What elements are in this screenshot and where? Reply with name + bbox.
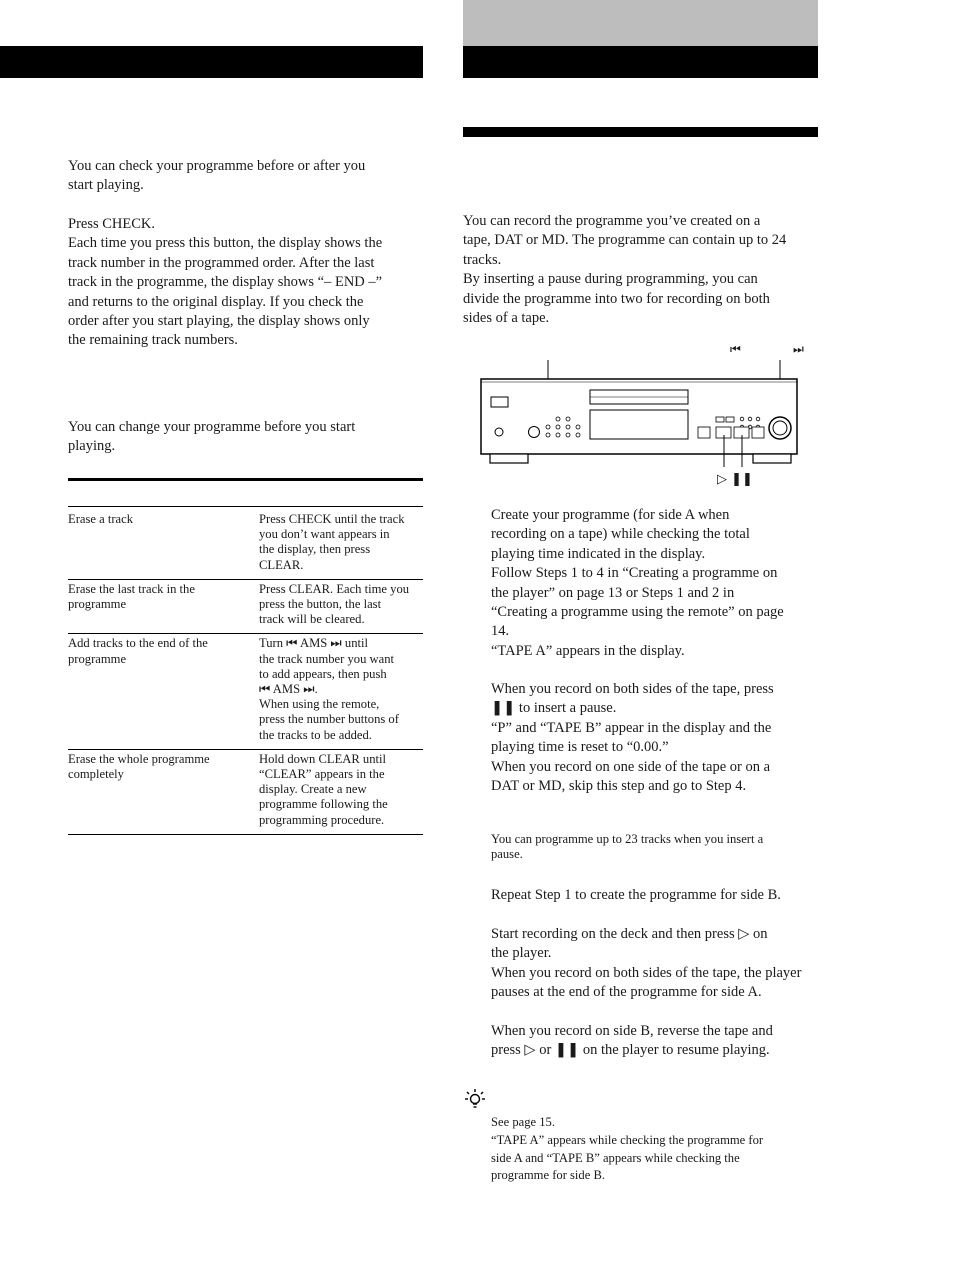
right-header-gray-tab — [463, 0, 818, 46]
text-line: programme for side B. — [491, 1168, 606, 1183]
step-2 — [491, 680, 774, 796]
table-row — [68, 634, 423, 749]
table-row — [68, 579, 423, 634]
text-line: playing time is reset to “0.00.” — [491, 739, 669, 756]
cell-line: programming procedure. — [259, 812, 385, 827]
table-cell-procedure — [259, 579, 423, 634]
text-line: Start recording on the deck and then press ▷ on — [491, 926, 768, 942]
text-line: DAT or MD, skip this step and go to Step 4. — [491, 778, 747, 795]
cd-player-diagram — [478, 355, 800, 467]
next-track-icon: ⏭ — [793, 342, 803, 356]
cell-line: track will be cleared. — [259, 612, 365, 627]
cell-line: press the number buttons of — [259, 712, 399, 727]
check-intro — [68, 157, 365, 196]
text-line: You can change your programme before you start — [68, 419, 356, 435]
text-line: You can check your programme before or after you — [68, 158, 366, 174]
text-line: playing time indicated in the display. — [491, 545, 706, 562]
cell-line: programme following the — [259, 797, 388, 812]
cell-line: When using the remote, — [259, 697, 380, 712]
cell-line: CLEAR. — [259, 557, 304, 572]
cell-line: Press CHECK until the track — [259, 512, 405, 526]
text-line: Create your programme (for side A when — [491, 507, 730, 523]
table-row — [68, 507, 423, 580]
text-line: the player. — [491, 945, 552, 962]
text-line: You can programme up to 23 tracks when you insert a — [491, 832, 764, 846]
table-cell-procedure — [259, 749, 423, 834]
text-line: the player” on page 13 or Steps 1 and 2 in — [491, 584, 735, 601]
text-line: playing. — [68, 438, 116, 455]
text-line: “P” and “TAPE B” appear in the display and the — [491, 719, 772, 736]
record-intro — [463, 212, 786, 328]
text-line: pauses at the end of the programme for side A. — [491, 984, 762, 1001]
text-line: You can record the programme you’ve created on a — [463, 213, 761, 229]
check-steps — [68, 215, 382, 351]
table-cell-action — [68, 634, 259, 749]
change-programme-table — [68, 506, 423, 835]
right-section-rule — [463, 127, 818, 137]
text-line: order after you start playing, the display shows only — [68, 313, 370, 330]
cell-line: display. Create a new — [259, 782, 367, 797]
table-cell-procedure — [259, 507, 423, 580]
text-line: When you record on one side of the tape or on a — [491, 758, 771, 775]
cell-line: ⏮ AMS ⏭. — [259, 682, 318, 697]
text-line: track number in the programmed order. After the last — [68, 254, 375, 271]
cell-line: the display, then press — [259, 542, 371, 557]
text-line: pause. — [491, 847, 523, 862]
cell-line: Erase a track — [68, 512, 134, 526]
play-pause-label: ▷ ❚❚ — [717, 472, 753, 487]
table-cell-procedure — [259, 634, 423, 749]
table-top-rule — [68, 478, 423, 481]
text-line: By inserting a pause during programming, you can — [463, 271, 758, 288]
text-line: side A and “TAPE B” appears while checking the — [491, 1150, 740, 1165]
cell-line: press the button, the last — [259, 597, 382, 612]
tip-text — [491, 1114, 763, 1185]
text-line: 14. — [491, 623, 510, 640]
text-line: When you record on both sides of the tape, press — [491, 681, 774, 697]
text-line: the remaining track numbers. — [68, 332, 238, 349]
text-line: Each time you press this button, the display shows the — [68, 235, 383, 252]
prev-track-icon: ⏮ — [730, 342, 740, 356]
cell-line: completely — [68, 767, 124, 782]
cell-line: the tracks to be added. — [259, 727, 372, 742]
step-4 — [491, 925, 801, 1003]
cell-line: programme — [68, 651, 127, 666]
cell-line: Hold down CLEAR until — [259, 751, 386, 766]
cell-line: the track number you want — [259, 651, 394, 666]
left-header-bar — [0, 46, 423, 78]
step-3 — [491, 886, 781, 905]
cell-line: you don’t want appears in — [259, 527, 390, 542]
cell-line: “CLEAR” appears in the — [259, 767, 385, 782]
text-line: “Creating a programme using the remote” on page — [491, 604, 784, 621]
step-5 — [491, 1022, 773, 1061]
text-line: track in the programme, the display shows “– END –” — [68, 274, 383, 291]
text-line: and returns to the original display. If you check the — [68, 293, 364, 310]
text-line: When you record on side B, reverse the tape and — [491, 1023, 773, 1039]
text-line: Press CHECK. — [68, 216, 156, 232]
cell-line: Turn ⏮ AMS ⏭ until — [259, 636, 368, 651]
tip-lightbulb-icon — [464, 1088, 486, 1112]
text-line: When you record on both sides of the tape, the player — [491, 964, 802, 981]
step-1 — [491, 506, 784, 661]
text-line: divide the programme into two for recording on both — [463, 290, 770, 307]
text-line: recording on a tape) while checking the total — [491, 526, 750, 543]
text-line: tracks. — [463, 251, 502, 268]
text-line: start playing. — [68, 177, 144, 194]
cell-line: Erase the last track in the — [68, 581, 195, 596]
text-line: “TAPE A” appears in the display. — [491, 642, 685, 659]
text-line: “TAPE A” appears while checking the programme for — [491, 1132, 764, 1147]
cell-line: Add tracks to the end of the — [68, 636, 208, 651]
table-cell-action — [68, 507, 259, 580]
text-line: sides of a tape. — [463, 310, 550, 327]
cell-line: programme — [68, 597, 127, 612]
note-text — [491, 832, 763, 862]
text-line: Repeat Step 1 to create the programme for side B. — [491, 887, 781, 903]
text-line: press ▷ or ❚❚ on the player to resume playing. — [491, 1042, 770, 1059]
table-cell-action — [68, 579, 259, 634]
text-line: tape, DAT or MD. The programme can contain up to 24 — [463, 232, 787, 249]
cell-line: to add appears, then push — [259, 666, 387, 681]
right-header-bar — [463, 46, 818, 78]
table-row — [68, 749, 423, 834]
text-line: Follow Steps 1 to 4 in “Creating a programme on — [491, 565, 778, 582]
change-intro — [68, 418, 355, 457]
cell-line: Press CLEAR. Each time you — [259, 581, 410, 596]
table-cell-action — [68, 749, 259, 834]
text-line: See page 15. — [491, 1115, 555, 1129]
text-line: ❚❚ to insert a pause. — [491, 700, 617, 717]
cell-line: Erase the whole programme — [68, 751, 210, 766]
